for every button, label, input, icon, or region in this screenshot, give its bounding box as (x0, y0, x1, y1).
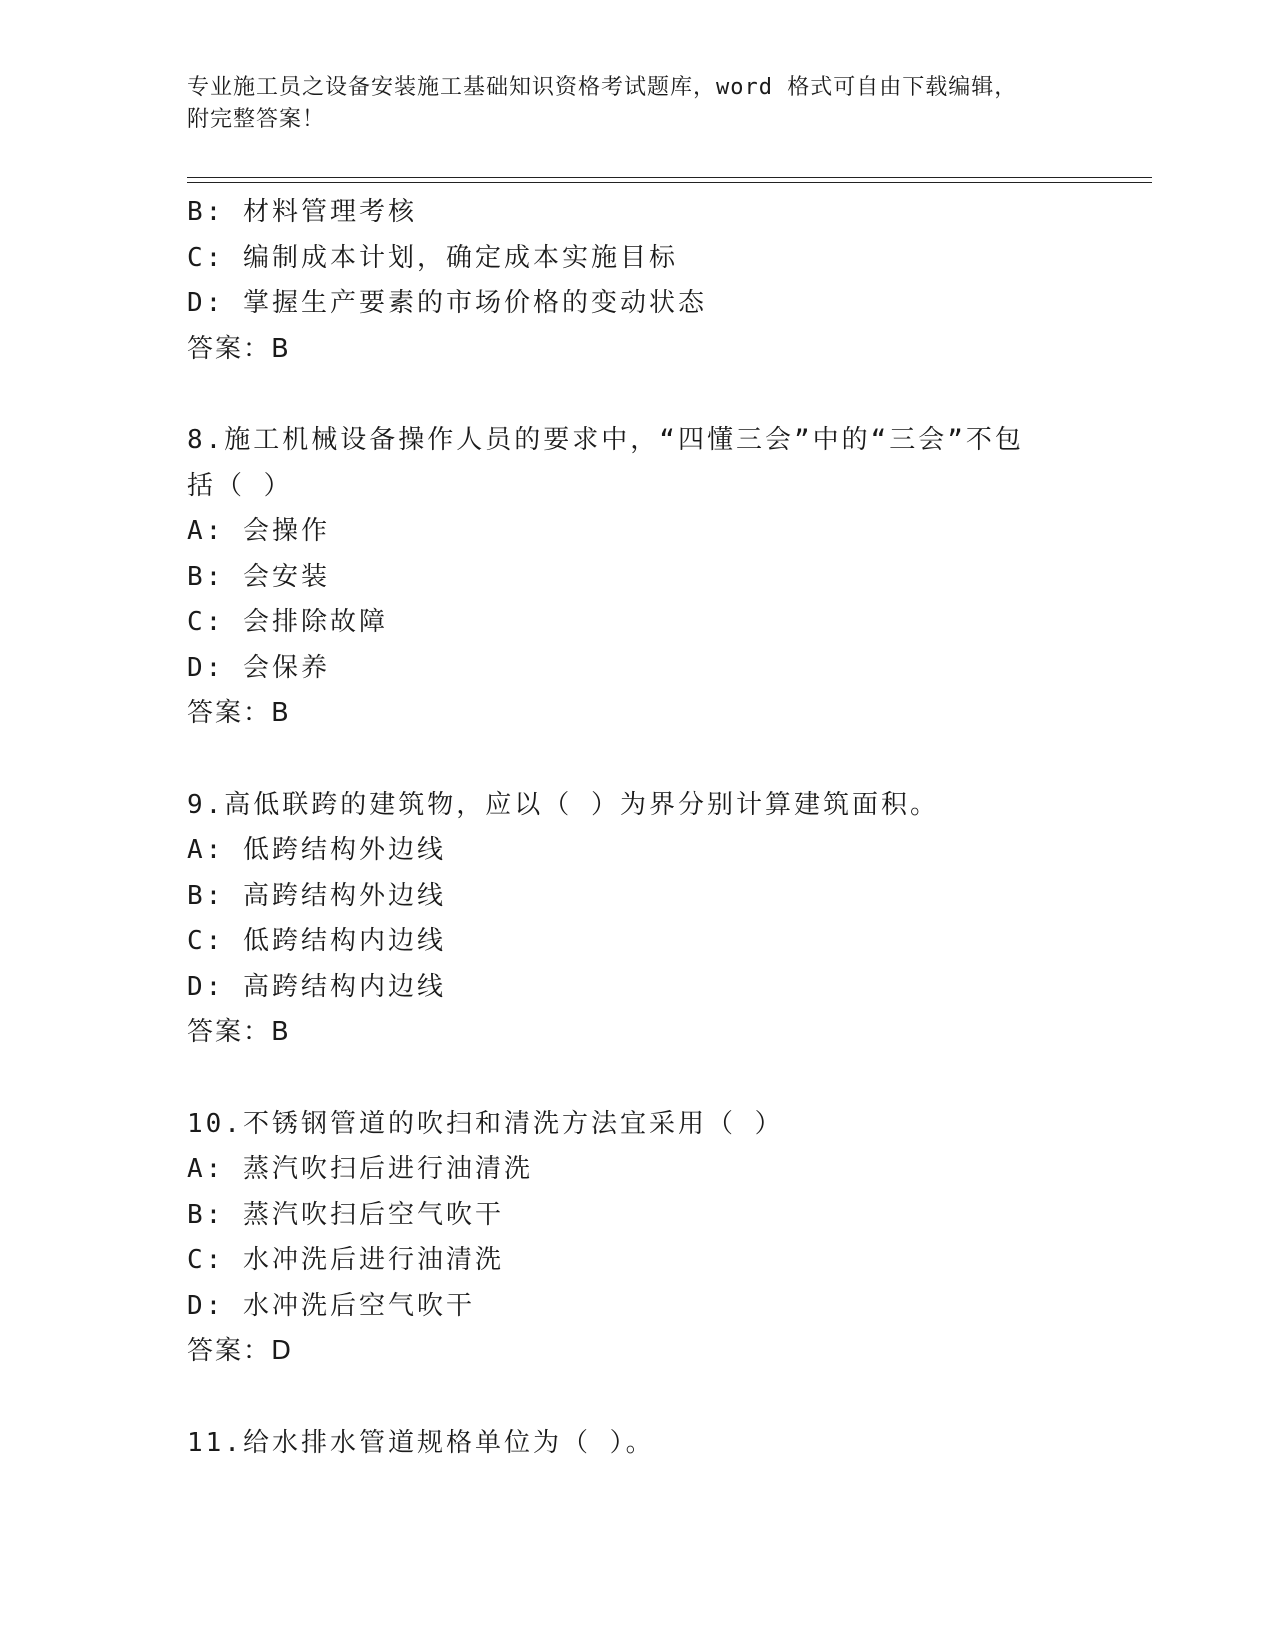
option-c: C: 水冲洗后进行油清洗 (187, 1245, 504, 1275)
option-c: C: 低跨结构内边线 (187, 926, 446, 956)
question-stem: 9.高低联跨的建筑物，应以（ ）为界分别计算建筑面积。 (187, 789, 939, 820)
answer-line: 答案：B (187, 698, 291, 728)
option-a: A: 会操作 (187, 516, 330, 546)
question-8 (187, 418, 1087, 737)
header-divider-bottom (187, 182, 1152, 183)
option-a: A: 低跨结构外边线 (187, 835, 446, 865)
question-stem: 8.施工机械设备操作人员的要求中，“四懂三会”中的“三会”不包 (187, 425, 1024, 455)
header-line-1: 专业施工员之设备安装施工基础知识资格考试题库，word 格式可自由下载编辑， (187, 75, 1018, 100)
option-a: A: 蒸汽吹扫后进行油清洗 (187, 1154, 533, 1184)
option-c: C: 会排除故障 (187, 607, 388, 637)
question-stem-continued: 括（ ） (187, 470, 293, 501)
question-7-continued (187, 190, 1087, 372)
question-stem: 11.给水排水管道规格单位为（ ）。 (187, 1427, 655, 1458)
option-c: C: 编制成本计划，确定成本实施目标 (187, 242, 678, 273)
question-10 (187, 1102, 1087, 1375)
option-d: D: 高跨结构内边线 (187, 971, 446, 1002)
header-divider-top (187, 177, 1152, 178)
document-header (187, 72, 1087, 136)
option-d: D: 会保养 (187, 652, 330, 683)
answer-line: 答案：B (187, 333, 291, 364)
spacer (187, 1056, 1087, 1102)
spacer (187, 372, 1087, 418)
question-list (187, 190, 1087, 1466)
spacer (187, 737, 1087, 783)
option-b: B: 会安装 (187, 561, 330, 592)
option-b: B: 材料管理考核 (187, 197, 417, 227)
header-line-2: 附完整答案！ (187, 107, 326, 132)
answer-line: 答案：D (187, 1336, 294, 1366)
option-b: B: 蒸汽吹扫后空气吹干 (187, 1199, 504, 1230)
option-b: B: 高跨结构外边线 (187, 880, 446, 911)
answer-line: 答案：B (187, 1017, 291, 1047)
spacer (187, 1375, 1087, 1421)
question-stem: 10.不锈钢管道的吹扫和清洗方法宜采用（ ） (187, 1108, 784, 1139)
option-d: D: 水冲洗后空气吹干 (187, 1290, 475, 1321)
question-9 (187, 783, 1087, 1056)
option-d: D: 掌握生产要素的市场价格的变动状态 (187, 288, 707, 318)
question-11 (187, 1421, 1087, 1467)
